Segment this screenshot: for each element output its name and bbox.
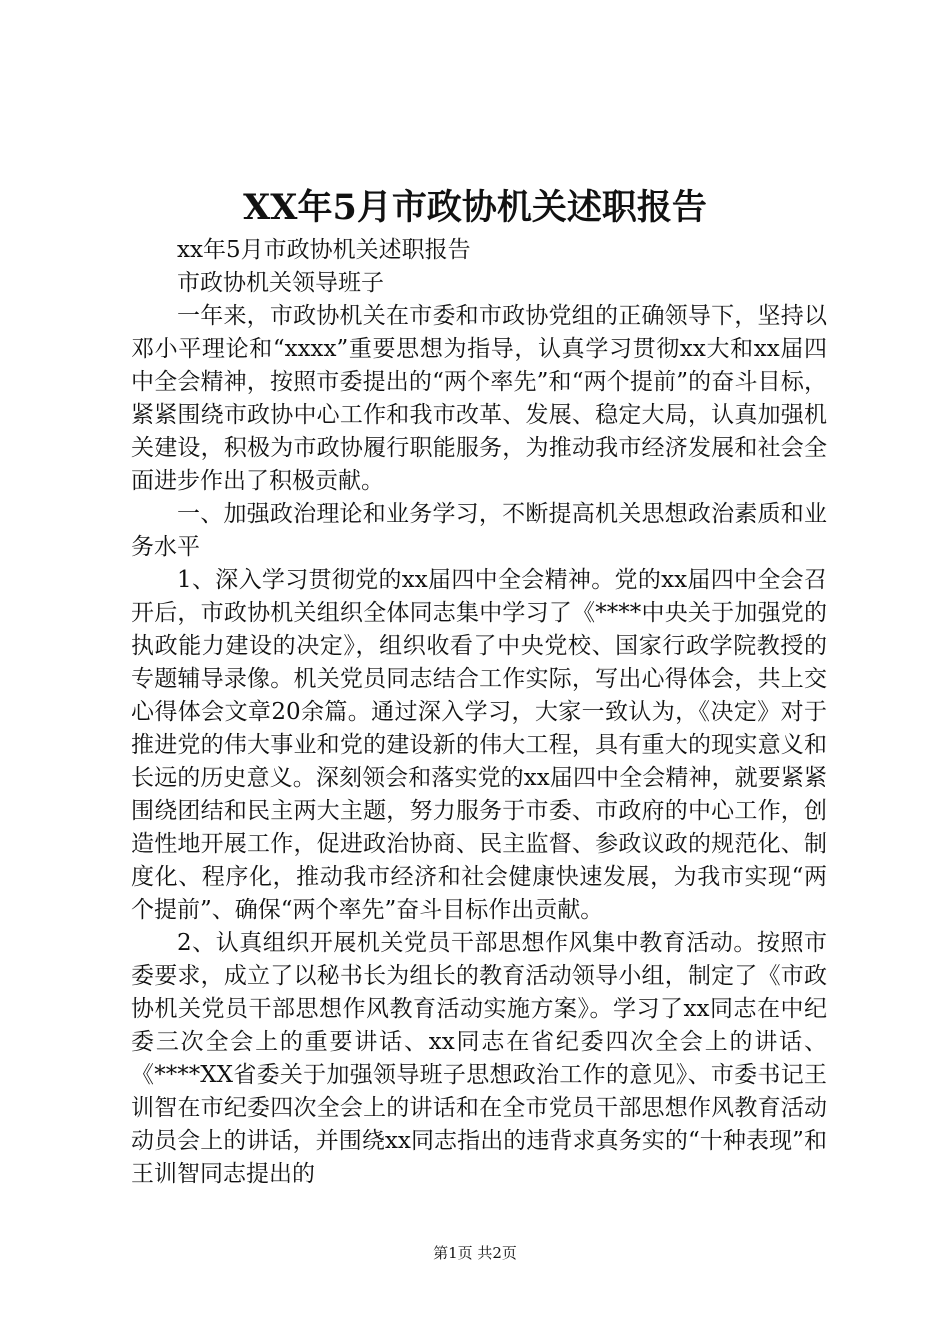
- document-title: XX年5月市政协机关述职报告: [243, 187, 707, 228]
- paragraph: 1、深入学习贯彻党的xx届四中全会精神。党的xx届四中全会召开后，市政协机关组织全体同志集中学习了《****中央关于加强党的执政能力建设的决定》，组织收看了中央党校、国家行政学院教授的专题辅导录像。机关党员同志结合工作实际，写出心得体会，共上交心得体会文章20余篇。通过深入学习，大家一致认为，《决定》对于推进党的伟大事业和党的建设新的伟大工程，具有重大的现实意义和长远的历史意义。深刻领会和落实党的xx届四中全会精神，就要紧紧围绕团结和民主两大主题，努力服务于市委、市政府的中心工作，创造性地开展工作，促进政治协商、民主监督、参政议政的规范化、制度化、程序化，推动我市经济和社会健康快速发展，为我市实现“两个提前”、确保“两个率先”奋斗目标作出贡献。: [131, 567, 827, 923]
- addressee-line: 市政协机关领导班子: [177, 270, 384, 296]
- paragraph: 2、认真组织开展机关党员干部思想作风集中教育活动。按照市委要求，成立了以秘书长为组长的教育活动领导小组，制定了《市政协机关党员干部思想作风教育活动实施方案》。学习了xx同志在中纪委三次全会上的重要讲话、xx同志在省纪委四次全会上的讲话、《****XX省委关于加强领导班子思想政治工作的意见》、市委书记王训智在市纪委四次全会上的讲话和在全市党员干部思想作风教育活动动员会上的讲话，并围绕xx同志指出的违背求真务实的“十种表现”和王训智同志提出的: [131, 930, 827, 1187]
- paragraph: 一年来，市政协机关在市委和市政协党组的正确领导下，坚持以邓小平理论和“xxxx”重要思想为指导，认真学习贯彻xx大和xx届四中全会精神，按照市委提出的“两个率先”和“两个提前”的奋斗目标，紧紧围绕市政协中心工作和我市改革、发展、稳定大局，认真加强机关建设，积极为市政协履行职能服务，为推动我市经济发展和社会全面进步作出了积极贡献。: [131, 303, 827, 494]
- page-footer: 第1页 共2页: [433, 1244, 517, 1262]
- document-body: [131, 234, 827, 1191]
- section-heading: 一、加强政治理论和业务学习，不断提高机关思想政治素质和业务水平: [131, 501, 827, 560]
- subtitle-line: xx年5月市政协机关述职报告: [177, 237, 471, 263]
